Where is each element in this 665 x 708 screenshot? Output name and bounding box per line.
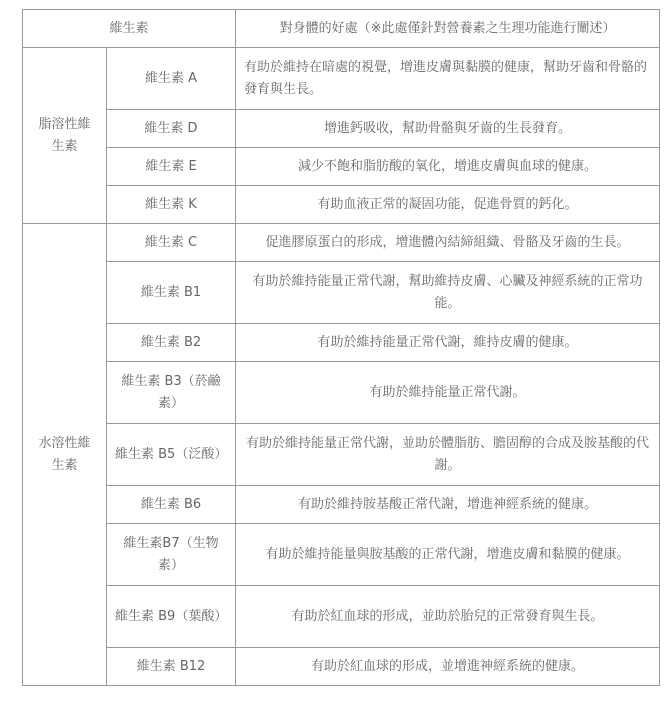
vitamin-benefit: 減少不飽和脂肪酸的氧化，增進皮膚與血球的健康。 [236,148,660,186]
group-water-soluble: 水溶性維生素 [23,224,107,686]
group-fat-soluble: 脂溶性維生素 [23,48,107,224]
vitamin-name: 維生素 B12 [107,648,236,686]
vitamin-benefit: 有助於維持能量正常代謝。 [236,362,660,424]
vitamin-benefit: 有助於紅血球的形成，並助於胎兒的正常發育與生長。 [236,586,660,648]
vitamin-benefit: 有助血液正常的凝固功能，促進骨質的鈣化。 [236,186,660,224]
vitamin-benefit: 有助於維持能量正常代謝，幫助維持皮膚、心臟及神經系統的正常功能。 [236,262,660,324]
table-row [23,524,660,586]
table-row [23,324,660,362]
table-row [23,110,660,148]
vitamin-name: 維生素 B9（葉酸） [107,586,236,648]
vitamin-benefits-table [22,9,660,686]
table-row [23,424,660,486]
vitamin-name: 維生素 A [107,48,236,110]
vitamin-benefit: 有助於維持胺基酸正常代謝，增進神經系統的健康。 [236,486,660,524]
vitamin-benefit: 有助於維持能量正常代謝，維持皮膚的健康。 [236,324,660,362]
table-row [23,362,660,424]
table-row [23,224,660,262]
vitamin-name: 維生素 B5（泛酸） [107,424,236,486]
vitamin-name: 維生素 C [107,224,236,262]
vitamin-name: 維生素 B2 [107,324,236,362]
table-row [23,262,660,324]
table-row [23,186,660,224]
header-vitamin: 維生素 [23,10,236,48]
vitamin-benefit: 有助於維持在暗處的視覺，增進皮膚與黏膜的健康，幫助牙齒和骨骼的發育與生長。 [236,48,660,110]
vitamin-benefit: 有助於紅血球的形成，並增進神經系統的健康。 [236,648,660,686]
table-row [23,586,660,648]
vitamin-name: 維生素 E [107,148,236,186]
vitamin-benefit: 促進膠原蛋白的形成，增進體內結締組織、骨骼及牙齒的生長。 [236,224,660,262]
table-row [23,148,660,186]
vitamin-name: 維生素 K [107,186,236,224]
table-row [23,48,660,110]
vitamin-name: 維生素 B6 [107,486,236,524]
vitamin-benefit: 有助於維持能量與胺基酸的正常代謝，增進皮膚和黏膜的健康。 [236,524,660,586]
vitamin-name: 維生素 B3（菸鹼素） [107,362,236,424]
header-benefit: 對身體的好處（※此處僅針對營養素之生理功能進行闡述） [236,10,660,48]
vitamin-benefit: 增進鈣吸收，幫助骨骼與牙齒的生長發育。 [236,110,660,148]
table-row [23,648,660,686]
vitamin-name: 維生素 D [107,110,236,148]
vitamin-name: 維生素B7（生物素） [107,524,236,586]
header-row [23,10,660,48]
vitamin-name: 維生素 B1 [107,262,236,324]
table-row [23,486,660,524]
vitamin-benefit: 有助於維持能量正常代謝，並助於體脂肪、膽固醇的合成及胺基酸的代謝。 [236,424,660,486]
